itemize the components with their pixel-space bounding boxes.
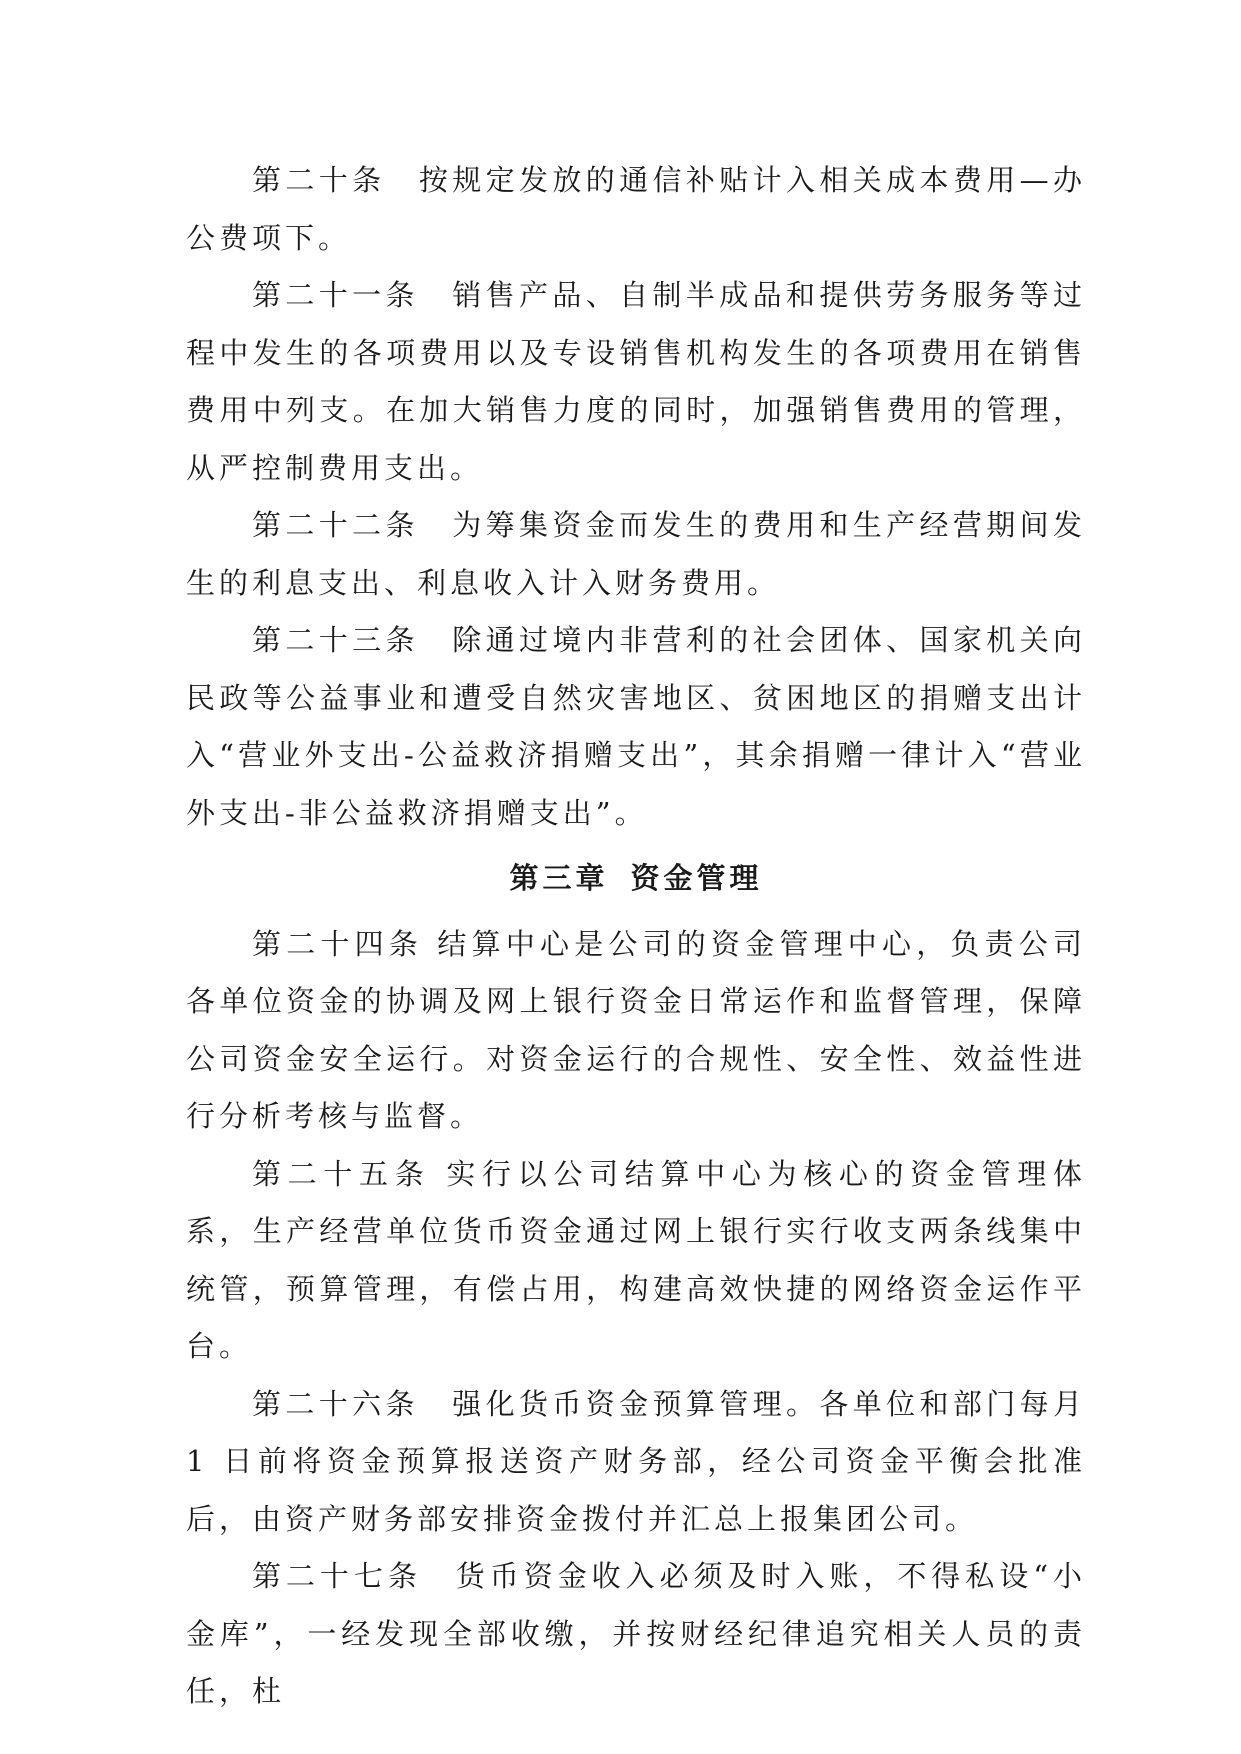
article-number: 第二十四条 [252, 926, 423, 961]
article-23 [186, 612, 1086, 842]
article-20 [186, 152, 1086, 267]
article-27 [186, 1548, 1086, 1721]
article-number: 第二十三条 [252, 623, 419, 657]
article-text: 为筹集资金而发生的费用和生产经营期间发生的利息支出、利息收入计入财务费用。 [186, 508, 1086, 600]
article-number: 第二十七条 [252, 1559, 422, 1593]
article-text: 结算中心是公司的资金管理中心，负责公司各单位资金的协调及网上银行资金日常运作和监督管理，保障公司资金安全运行。对资金运行的合规性、安全性、效益性进行分析考核与监督。 [186, 926, 1086, 1133]
article-text: 强化货币资金预算管理。各单位和部门每月 1 日前将资金预算报送资产财务部，经公司资金平衡会批准后，由资产财务部安排资金拨付并汇总上报集团公司。 [186, 1386, 1086, 1536]
article-21 [186, 267, 1086, 497]
article-22 [186, 497, 1086, 612]
chapter-title: 资金管理 [630, 861, 763, 895]
article-text: 按规定发放的通信补贴计入相关成本费用—办公费项下。 [186, 163, 1086, 255]
article-text: 实行以公司结算中心为核心的资金管理体系，生产经营单位货币资金通过网上银行实行收支两条线集中统管，预算管理，有偿占用，构建高效快捷的网络资金运作平台。 [186, 1156, 1086, 1363]
article-number: 第二十一条 [252, 278, 419, 312]
article-25 [186, 1146, 1086, 1376]
article-text: 货币资金收入必须及时入账，不得私设“小金库”，一经发现全部收缴，并按财经纪律追究相关人员的责任，杜 [186, 1559, 1086, 1708]
article-number: 第二十五条 [252, 1156, 431, 1191]
chapter-heading [186, 850, 1086, 908]
article-number: 第二十六条 [252, 1386, 419, 1421]
article-26 [186, 1376, 1086, 1549]
article-number: 第二十条 [252, 163, 386, 197]
document-body [186, 152, 1086, 1721]
article-text: 销售产品、自制半成品和提供劳务服务等过程中发生的各项费用以及专设销售机构发生的各项费用在销售费用中列支。在加大销售力度的同时，加强销售费用的管理，从严控制费用支出。 [186, 278, 1086, 485]
article-text: 除通过境内非营利的社会团体、国家机关向民政等公益事业和遭受自然灾害地区、贫困地区的捐赠支出计入“营业外支出-公益救济捐赠支出”，其余捐赠一律计入“营业外支出-非公益救济捐赠支出”。 [186, 623, 1086, 830]
chapter-number: 第三章 [509, 861, 609, 895]
article-number: 第二十二条 [252, 508, 419, 542]
article-24 [186, 916, 1086, 1146]
